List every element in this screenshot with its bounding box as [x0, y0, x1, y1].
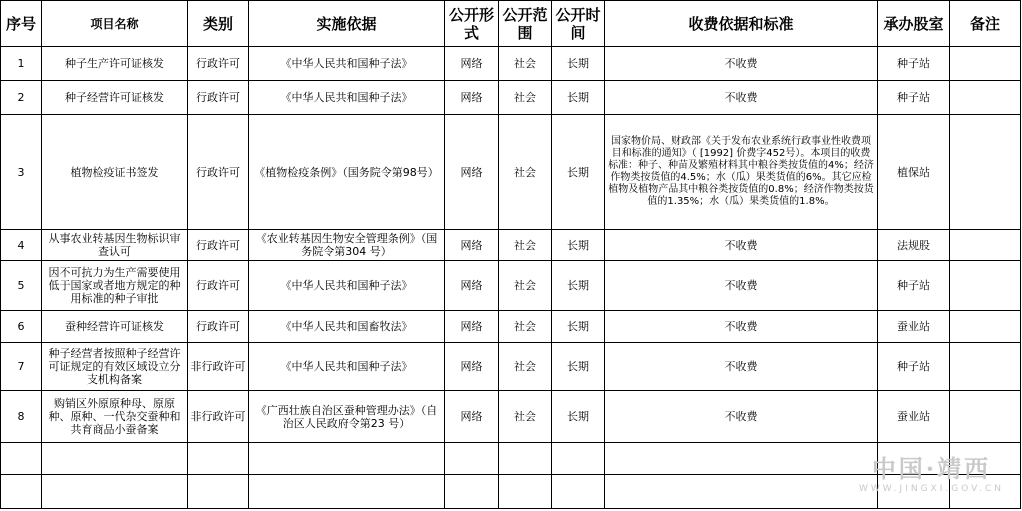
header-item: 项目名称 [42, 1, 188, 47]
cell-item: 植物检疫证书签发 [42, 115, 188, 230]
header-category: 类别 [188, 1, 249, 47]
cell-time: 长期 [552, 261, 605, 311]
cell-remark [950, 47, 1021, 81]
table-row [1, 115, 1021, 230]
cell-fee: 不收费 [605, 230, 878, 261]
header-row [1, 1, 1021, 47]
empty-cell [950, 475, 1021, 509]
cell-scope: 社会 [499, 391, 552, 443]
cell-fee: 不收费 [605, 81, 878, 115]
table-row [1, 311, 1021, 343]
watermark-title: 中国·靖西 [871, 454, 992, 483]
cell-basis: 《中华人民共和国种子法》 [249, 261, 445, 311]
cell-no: 5 [1, 261, 42, 311]
cell-scope: 社会 [499, 81, 552, 115]
cell-form: 网络 [445, 343, 499, 391]
cell-item: 从事农业转基因生物标识审查认可 [42, 230, 188, 261]
cell-no: 2 [1, 81, 42, 115]
table-row [1, 391, 1021, 443]
empty-cell [188, 475, 249, 509]
cell-item: 种子生产许可证核发 [42, 47, 188, 81]
cell-time: 长期 [552, 391, 605, 443]
cell-category: 非行政许可 [188, 343, 249, 391]
cell-office: 蚕业站 [878, 391, 950, 443]
cell-basis: 《中华人民共和国种子法》 [249, 81, 445, 115]
table-row [1, 261, 1021, 311]
empty-cell [42, 443, 188, 475]
table-row [1, 47, 1021, 81]
cell-item: 因不可抗力为生产需要使用低于国家或者地方规定的种用标准的种子审批 [42, 261, 188, 311]
cell-fee: 不收费 [605, 311, 878, 343]
cell-time: 长期 [552, 47, 605, 81]
cell-time: 长期 [552, 81, 605, 115]
empty-cell [188, 443, 249, 475]
cell-fee: 不收费 [605, 47, 878, 81]
empty-cell [552, 443, 605, 475]
cell-office: 法规股 [878, 230, 950, 261]
cell-item: 购销区外原原种母、原原种、原种、一代杂交蚕种和共育商品小蚕备案 [42, 391, 188, 443]
header-time: 公开时间 [552, 1, 605, 47]
cell-remark [950, 115, 1021, 230]
cell-office: 种子站 [878, 261, 950, 311]
cell-form: 网络 [445, 261, 499, 311]
empty-cell [878, 475, 950, 509]
cell-item: 蚕种经营许可证核发 [42, 311, 188, 343]
header-remark: 备注 [950, 1, 1021, 47]
cell-remark [950, 311, 1021, 343]
cell-office: 种子站 [878, 81, 950, 115]
cell-no: 6 [1, 311, 42, 343]
cell-scope: 社会 [499, 47, 552, 81]
cell-category: 行政许可 [188, 115, 249, 230]
cell-time: 长期 [552, 230, 605, 261]
empty-cell [605, 443, 878, 475]
cell-item: 种子经营许可证核发 [42, 81, 188, 115]
header-form: 公开形式 [445, 1, 499, 47]
cell-remark [950, 81, 1021, 115]
empty-cell [1, 443, 42, 475]
cell-category: 行政许可 [188, 47, 249, 81]
cell-form: 网络 [445, 230, 499, 261]
cell-form: 网络 [445, 391, 499, 443]
cell-time: 长期 [552, 115, 605, 230]
empty-cell [1, 475, 42, 509]
header-fee: 收费依据和标准 [605, 1, 878, 47]
header-basis: 实施依据 [249, 1, 445, 47]
cell-basis: 《植物检疫条例》（国务院令第98号） [249, 115, 445, 230]
cell-item: 种子经营者按照种子经营许可证规定的有效区域设立分支机构备案 [42, 343, 188, 391]
header-office: 承办股室 [878, 1, 950, 47]
table-row [1, 343, 1021, 391]
cell-fee: 不收费 [605, 343, 878, 391]
empty-cell [445, 443, 499, 475]
cell-time: 长期 [552, 311, 605, 343]
cell-remark [950, 261, 1021, 311]
empty-cell [249, 475, 445, 509]
cell-scope: 社会 [499, 230, 552, 261]
empty-cell [499, 443, 552, 475]
cell-basis: 《中华人民共和国种子法》 [249, 343, 445, 391]
cell-office: 蚕业站 [878, 311, 950, 343]
cell-office: 植保站 [878, 115, 950, 230]
cell-remark [950, 343, 1021, 391]
empty-cell [878, 443, 950, 475]
cell-form: 网络 [445, 47, 499, 81]
cell-fee: 不收费 [605, 261, 878, 311]
watermark-url: WWW.JINGXI.GOV.CN [859, 484, 1004, 494]
cell-fee: 国家物价局、财政部《关于发布农业系统行政事业性收费项目和标准的通知》（ [1992] 价费字452号）。本项目的收费标准：种子、种苗及繁殖材料其中粮谷类按货值的4%；经济作物类按货值的4.5%；水（瓜）果类货值的6%。其它应检植物及植物产品其中粮谷类按货值的0.8%；经济作物类按货值的1.35%；水（瓜）果类货值的1.8%。 [605, 115, 878, 230]
cell-category: 行政许可 [188, 230, 249, 261]
cell-scope: 社会 [499, 311, 552, 343]
header-scope: 公开范围 [499, 1, 552, 47]
cell-fee: 不收费 [605, 391, 878, 443]
empty-cell [552, 475, 605, 509]
empty-cell [42, 475, 188, 509]
cell-basis: 《中华人民共和国种子法》 [249, 47, 445, 81]
cell-no: 4 [1, 230, 42, 261]
cell-office: 种子站 [878, 343, 950, 391]
cell-office: 种子站 [878, 47, 950, 81]
table-row [1, 81, 1021, 115]
header-no: 序号 [1, 1, 42, 47]
cell-form: 网络 [445, 311, 499, 343]
cell-basis: 《农业转基因生物安全管理条例》（国务院令第304 号） [249, 230, 445, 261]
cell-category: 行政许可 [188, 81, 249, 115]
empty-cell [499, 475, 552, 509]
cell-category: 行政许可 [188, 261, 249, 311]
cell-remark [950, 230, 1021, 261]
empty-cell [249, 443, 445, 475]
empty-row [1, 443, 1021, 475]
cell-time: 长期 [552, 343, 605, 391]
cell-category: 非行政许可 [188, 391, 249, 443]
cell-form: 网络 [445, 81, 499, 115]
cell-basis: 《广西壮族自治区蚕种管理办法》（自治区人民政府令第23 号） [249, 391, 445, 443]
empty-cell [950, 443, 1021, 475]
empty-cell [605, 475, 878, 509]
empty-cell [445, 475, 499, 509]
cell-scope: 社会 [499, 115, 552, 230]
cell-category: 行政许可 [188, 311, 249, 343]
empty-row [1, 475, 1021, 509]
cell-no: 8 [1, 391, 42, 443]
cell-no: 3 [1, 115, 42, 230]
cell-scope: 社会 [499, 261, 552, 311]
cell-no: 1 [1, 47, 42, 81]
cell-remark [950, 391, 1021, 443]
cell-form: 网络 [445, 115, 499, 230]
cell-basis: 《中华人民共和国畜牧法》 [249, 311, 445, 343]
table-row [1, 230, 1021, 261]
cell-scope: 社会 [499, 343, 552, 391]
cell-no: 7 [1, 343, 42, 391]
